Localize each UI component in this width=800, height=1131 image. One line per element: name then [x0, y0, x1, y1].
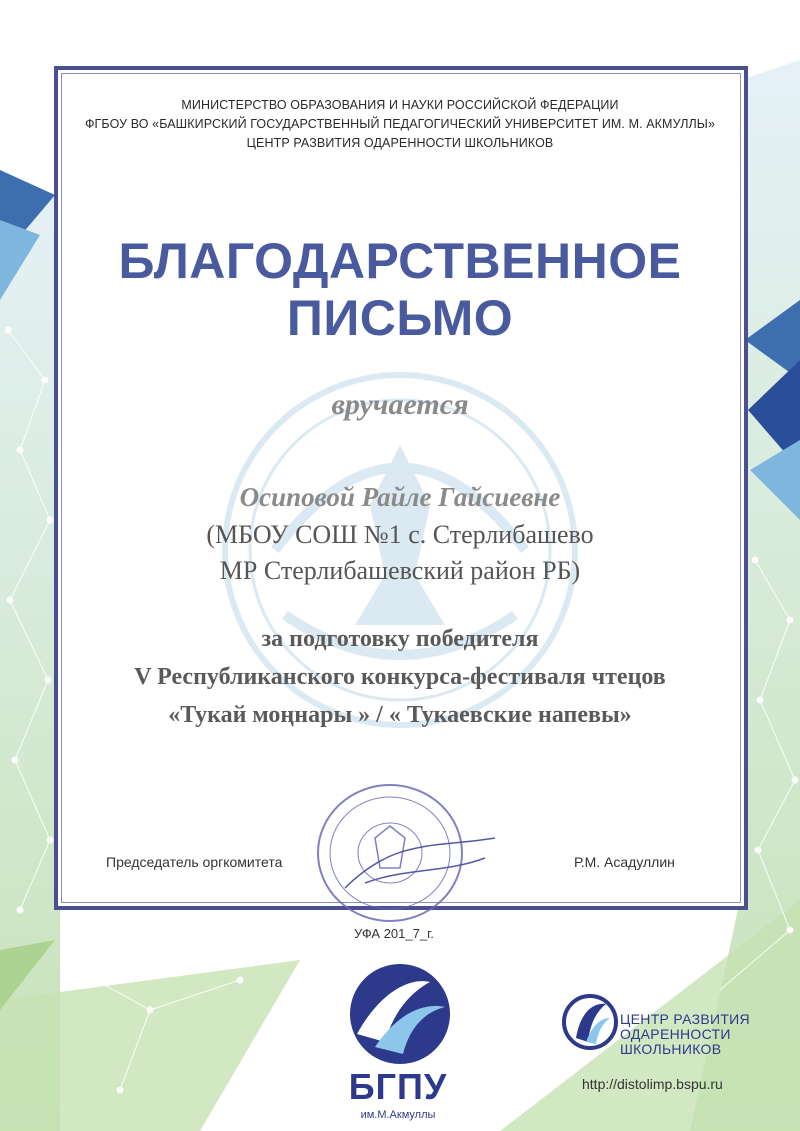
center-name-line2: ОДАРЕННОСТИ: [620, 1026, 731, 1042]
header-university: ФГБОУ ВО «БАШКИРСКИЙ ГОСУДАРСТВЕННЫЙ ПЕДАГОГИЧЕСКИЙ УНИВЕРСИТЕТ ИМ. М. АКМУЛЛЫ»: [84, 117, 716, 131]
website-link[interactable]: http://distolimp.bspu.ru: [582, 1076, 723, 1092]
signature-name: Р.М. Асадуллин: [574, 854, 675, 870]
official-stamp: [305, 778, 505, 928]
city-year: УФА 201_7_г.: [354, 926, 434, 941]
bgpu-subtitle: им.М.Акмуллы: [360, 1109, 436, 1121]
signature-role: Председатель оргкомитета: [106, 854, 283, 870]
bgpu-logo-icon: [335, 962, 465, 1067]
recipient-org-line2: МР Стерлибашевский район РБ): [219, 556, 581, 585]
reason-line1: за подготовку победителя: [261, 626, 539, 652]
bgpu-name: БГПУ: [348, 1066, 448, 1107]
header-center: ЦЕНТР РАЗВИТИЯ ОДАРЕННОСТИ ШКОЛЬНИКОВ: [246, 136, 554, 150]
center-logo-icon: [562, 990, 618, 1054]
center-name-line3: ШКОЛЬНИКОВ: [620, 1041, 722, 1057]
recipient-org-line1: (МБОУ СОШ №1 с. Стерлибашево: [206, 520, 594, 549]
center-name-line1: ЦЕНТР РАЗВИТИЯ: [620, 1011, 750, 1027]
page-title-line1: БЛАГОДАРСТВЕННОЕ: [118, 233, 682, 289]
header-ministry: МИНИСТЕРСТВО ОБРАЗОВАНИЯ И НАУКИ РОССИЙСКОЙ ФЕДЕРАЦИИ: [181, 98, 619, 112]
page-title-line2: ПИСЬМО: [286, 290, 514, 346]
reason-line2: V Республиканского конкурса-фестиваля чтецов: [134, 664, 666, 690]
center-name: [620, 1012, 750, 1057]
reason-line3: «Тукай моңнары » / « Тукаевские напевы»: [168, 702, 632, 728]
awarded-text: вручается: [331, 388, 469, 421]
recipient-name: Осиповой Райле Гайсиевне: [239, 482, 561, 512]
